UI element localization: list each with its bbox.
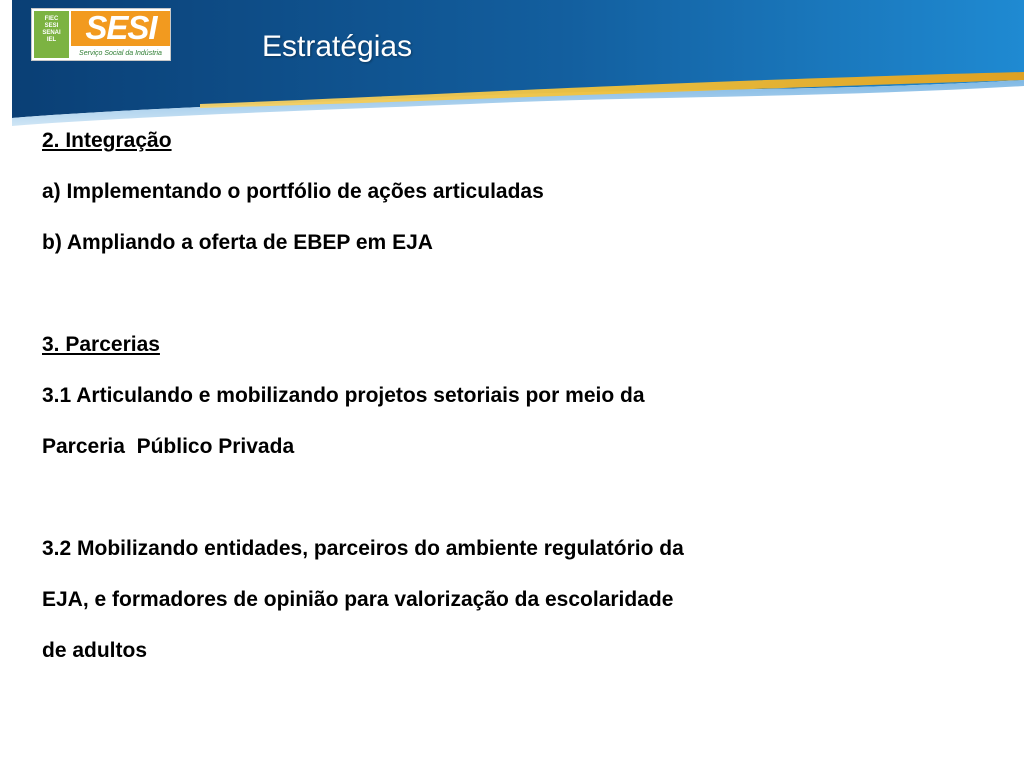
body-line: 3.1 Articulando e mobilizando projetos setoriais por meio da: [42, 384, 645, 407]
blank-line: [42, 481, 1002, 515]
badge-line: SENAI: [42, 30, 61, 36]
slide-title: Estratégias: [262, 30, 413, 63]
body-line: a) Implementando o portfólio de ações articuladas: [42, 180, 544, 203]
badge-line: FIEC: [44, 16, 59, 22]
section-heading: 2. Integração: [42, 129, 172, 152]
slide-body: [42, 124, 1002, 685]
sesi-logo: [31, 8, 171, 61]
logo-wordmark: SESI: [85, 9, 157, 46]
body-line: b) Ampliando a oferta de EBEP em EJA: [42, 231, 433, 254]
blank-line: [42, 277, 1002, 311]
body-line: de adultos: [42, 639, 148, 662]
logo-tagline: Serviço Social da Indústria: [79, 50, 162, 57]
body-line: Parceria Público Privada: [42, 435, 295, 458]
badge-line: IEL: [46, 37, 57, 43]
body-line: 3.2 Mobilizando entidades, parceiros do ambiente regulatório da: [42, 537, 684, 560]
logo-badge: [34, 11, 69, 58]
section-heading: 3. Parcerias: [42, 333, 160, 356]
badge-line: SESI: [44, 23, 59, 29]
body-line: EJA, e formadores de opinião para valorização da escolaridade: [42, 588, 674, 611]
